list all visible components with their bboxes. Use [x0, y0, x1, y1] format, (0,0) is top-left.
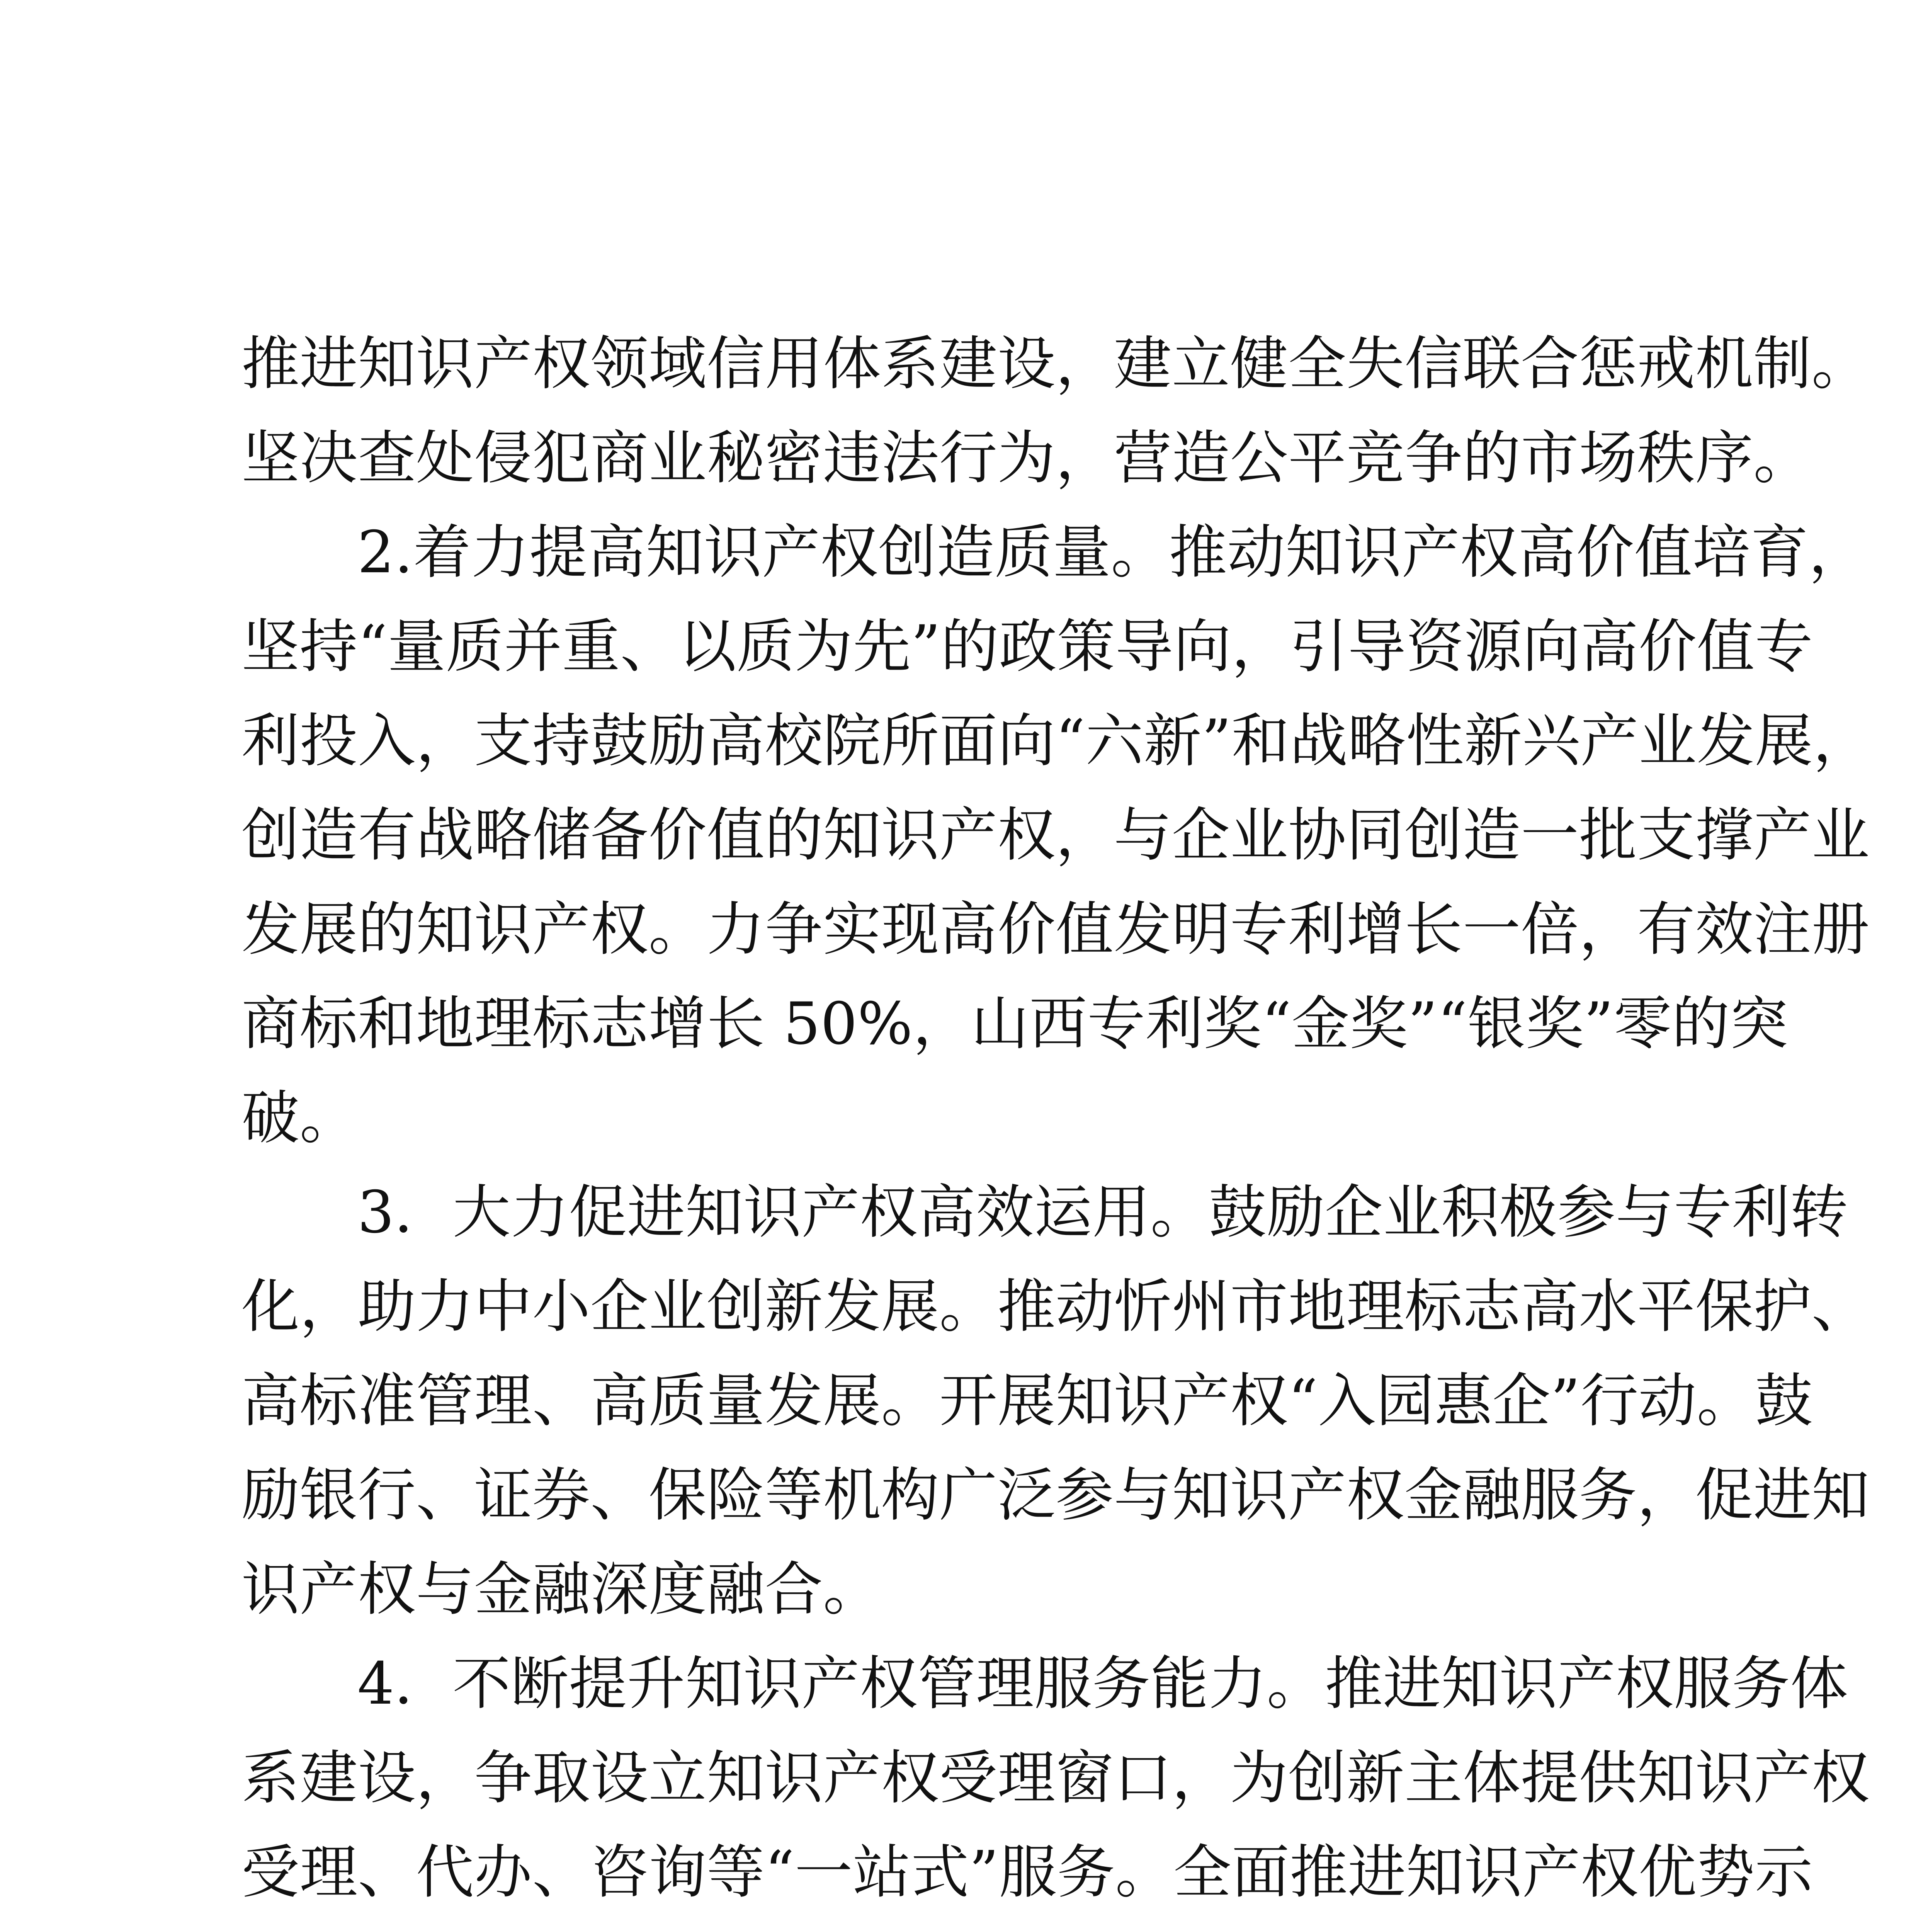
- paragraph-heading-line: 2.着力提高知识产权创造质量。推动知识产权高价值培育，: [357, 519, 1867, 586]
- text-line: 坚持“量质并重、以质为先”的政策导向，引导资源向高价值专: [241, 613, 1813, 680]
- text-line: 坚决查处侵犯商业秘密违法行为，营造公平竞争的市场秩序。: [241, 425, 1812, 492]
- text-line: 识产权与金融深度融合。: [241, 1556, 881, 1623]
- text-line: [241, 1920, 1617, 1932]
- text-line: 系建设，争取设立知识产权受理窗口，为创新主体提供知识产权: [241, 1745, 1870, 1812]
- text-line: 破。: [241, 1085, 358, 1152]
- paragraph-heading-line: 3．大力促进知识产权高效运用。鼓励企业积极参与专利转: [357, 1179, 1848, 1246]
- text-line: 利投入，支持鼓励高校院所面向“六新”和战略性新兴产业发展，: [241, 707, 1871, 775]
- text-line: 化，助力中小企业创新发展。推动忻州市地理标志高水平保护、: [241, 1273, 1870, 1340]
- paragraph-heading-line: 4．不断提升知识产权管理服务能力。推进知识产权服务体: [357, 1650, 1848, 1718]
- body-text: [241, 317, 1871, 1932]
- text-line: 商标和地理标志增长 50%，山西专利奖“金奖”“银奖”零的突: [241, 990, 1788, 1058]
- text-line: 发展的知识产权。力争实现高价值发明专利增长一倍，有效注册: [241, 896, 1870, 963]
- text-line: 创造有战略储备价值的知识产权，与企业协同创造一批支撑产业: [241, 802, 1870, 869]
- text-line: 受理、代办、咨询等“一站式”服务。全面推进知识产权优势示: [241, 1839, 1813, 1906]
- text-line: 高标准管理、高质量发展。开展知识产权“入园惠企”行动。鼓: [241, 1367, 1813, 1435]
- text-line: 推进知识产权领域信用体系建设，建立健全失信联合惩戒机制。: [241, 330, 1870, 398]
- text-line: 励银行、证券、保险等机构广泛参与知识产权金融服务，促进知: [241, 1462, 1870, 1529]
